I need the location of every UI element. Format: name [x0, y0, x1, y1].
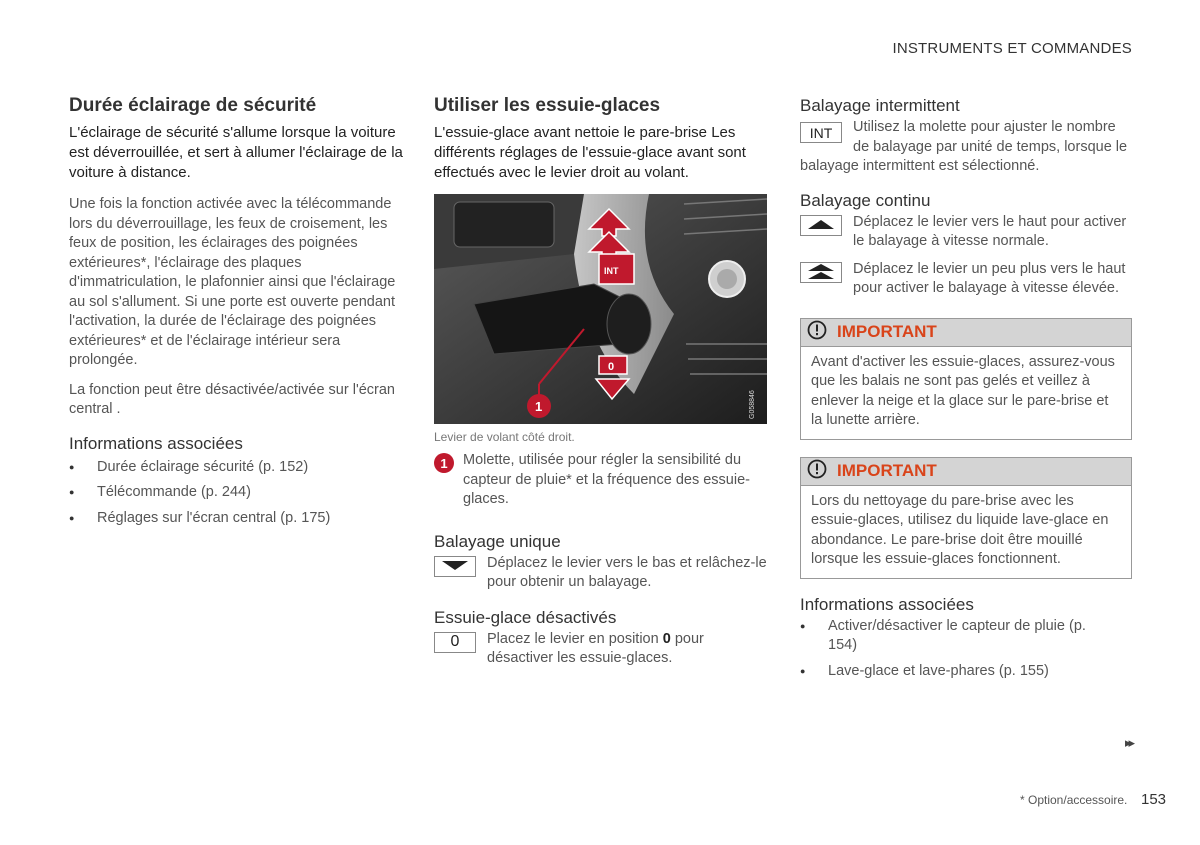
related-link[interactable]: ● Activer/désactiver le capteur de pluie (p. 154) — [800, 617, 1088, 656]
int-icon: INT — [800, 122, 842, 143]
wiper-off-row — [434, 630, 768, 669]
body-paragraph: Une fois la fonction activée avec la télécommande lors du déverrouillage, les feux de croisement, les feux de position, les éclairages des poignées extérieures*, l'éclairage des plaques d'immatriculation, le plafonnier ainsi que l'éclairage au sol s'allument. Si une porte est ouverte pendant l'activation, la durée de l'éclairage des poignées extérieures* et de l'éclairage intérieur sera prolongée. — [69, 196, 396, 368]
related-info-title: Informations associées — [69, 433, 243, 453]
section-title: Durée éclairage de sécurité — [69, 95, 317, 116]
related-link[interactable]: ● Lave-glace et lave-phares (p. 155) — [800, 662, 1132, 682]
important-header — [801, 319, 1131, 347]
related-links-list — [800, 617, 1132, 682]
next-page-arrows[interactable]: ▸▸ — [1124, 735, 1132, 750]
section-title: Utiliser les essuie-glaces — [434, 95, 661, 116]
intermittent-title: Balayage intermittent — [800, 96, 960, 115]
single-wipe-text: Déplacez le levier vers le bas et relâchez-le pour obtenir un balayage. — [487, 554, 767, 590]
lead-paragraph: L'éclairage de sécurité s'allume lorsque la voiture est déverrouillée, et sert à allumer l'éclairage de la voiture à distance. — [69, 124, 403, 181]
page-number: 153 — [1141, 791, 1167, 808]
callout-number: 1 — [535, 399, 543, 414]
important-title: IMPORTANT — [837, 322, 937, 341]
continuous-normal-text: Déplacez le levier vers le haut pour activer le balayage à vitesse normale. — [853, 213, 1127, 249]
single-wipe-title: Balayage unique — [434, 531, 561, 551]
figure-caption: Levier de volant côté droit. — [434, 430, 575, 444]
figure-code: G058846 — [749, 390, 756, 419]
wiper-modes — [800, 96, 1132, 687]
important-header — [801, 458, 1131, 486]
continuous-fast-block — [800, 260, 1132, 299]
wiper-off-text: Placez le levier en position 0 pour désactiver les essuie-glaces. — [487, 630, 704, 666]
continuous-title: Balayage continu — [800, 190, 931, 210]
important-title: IMPORTANT — [837, 461, 937, 480]
body-paragraph: La fonction peut être désactivée/activée sur l'écran central . — [69, 381, 395, 417]
section-security-lighting — [69, 95, 404, 534]
warning-icon — [807, 320, 827, 345]
lever-drawing — [434, 194, 767, 424]
lever-double-up-icon — [800, 262, 842, 283]
callout-description: Molette, utilisée pour régler la sensibilité du capteur de pluie* et la fréquence des essuie-glaces. — [463, 452, 750, 507]
single-wipe-row — [434, 554, 768, 593]
important-text: Avant d'activer les essuie-glaces, assurez-vous que les balais ne sont pas gelés et veillez à enlever la neige et la glace sur le pare-brise et la lunette arrière. — [811, 353, 1115, 428]
callout-badge: 1 — [434, 453, 454, 473]
intermittent-block — [800, 118, 1132, 177]
intermittent-text: Utilisez la molette pour ajuster le nombre de balayage par unité de temps, lorsque le balayage intermittent est sélectionné. — [800, 119, 1128, 174]
section-header: INSTRUMENTS ET COMMANDES — [892, 40, 1132, 57]
continuous-normal-row — [800, 213, 1132, 252]
related-links-list — [69, 458, 404, 529]
warning-icon — [807, 459, 827, 484]
continuous-fast-text: Déplacez le levier un peu plus vers le haut pour activer le balayage à vitesse élevée. — [853, 260, 1126, 296]
lead-paragraph: L'essuie-glace avant nettoie le pare-brise Les différents réglages de l'essuie-glace avant sont effectués avec le levier droit au volant. — [434, 124, 746, 181]
wiper-lever-illustration — [434, 194, 767, 424]
zero-position-label: 0 — [608, 361, 615, 373]
wiper-off-title: Essuie-glace désactivés — [434, 607, 617, 627]
related-link[interactable]: ● Télécommande (p. 244) — [69, 483, 404, 503]
section-wipers — [434, 95, 768, 183]
important-text: Lors du nettoyage du pare-brise avec les essuie-glaces, utilisez du liquide lave-glace en abondance. Le pare-brise doit être mouillé lorsque les essuie-glaces fonctionnent. — [811, 492, 1109, 567]
related-info-title: Informations associées — [800, 594, 974, 614]
related-link[interactable]: ● Durée éclairage sécurité (p. 152) — [69, 458, 404, 478]
zero-position-icon: 0 — [434, 632, 476, 653]
lever-down-icon — [434, 556, 476, 577]
option-footnote: * Option/accessoire. — [1020, 793, 1128, 807]
important-notice — [800, 457, 1132, 579]
wiper-instructions — [434, 451, 768, 669]
lever-up-icon — [800, 215, 842, 236]
callout-item — [434, 451, 768, 510]
int-position-label: INT — [604, 266, 619, 276]
important-notice — [800, 318, 1132, 440]
related-link[interactable]: ● Réglages sur l'écran central (p. 175) — [69, 509, 404, 529]
